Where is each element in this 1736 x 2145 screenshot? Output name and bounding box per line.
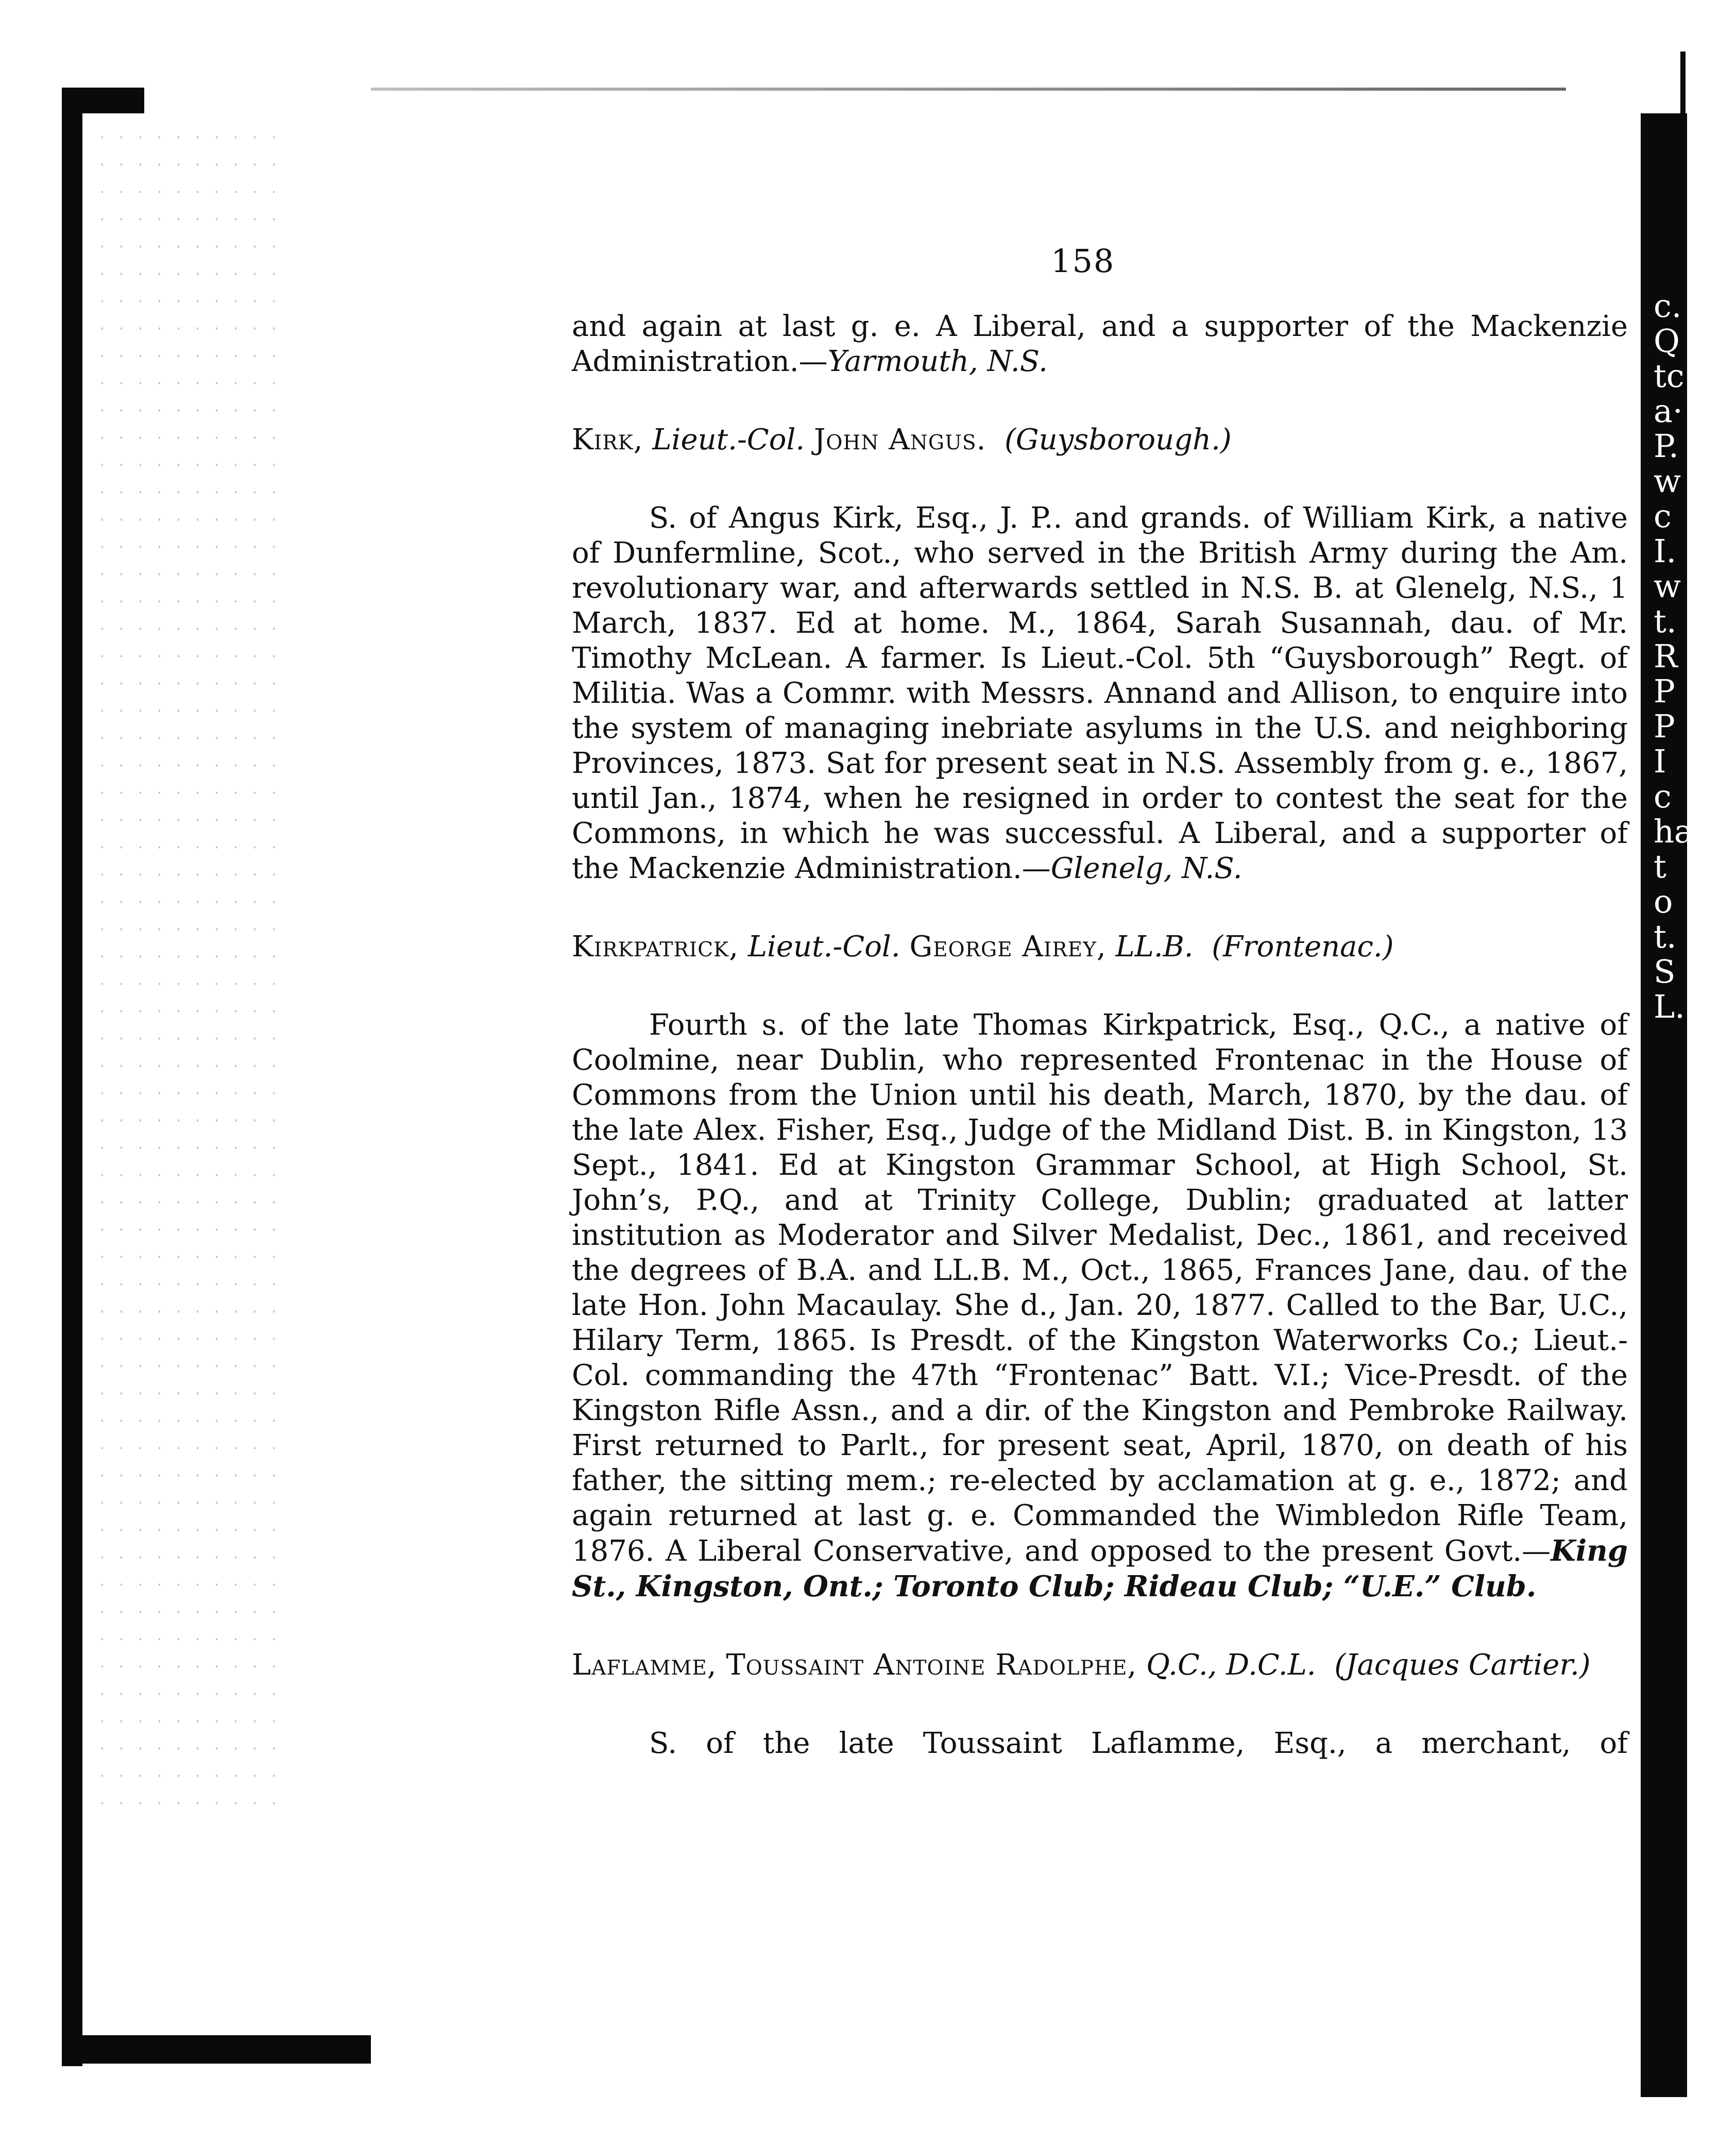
entry-surname: Laflamme, — [572, 1648, 717, 1682]
entry-constituency: (Frontenac.) — [1212, 930, 1394, 964]
entry-constituency: (Jacques Cartier.) — [1334, 1648, 1591, 1682]
scan-speckle-noise — [93, 124, 288, 1824]
margin-fragment: S — [1654, 954, 1676, 989]
margin-fragment: I — [1654, 744, 1666, 779]
entry-heading-kirk — [572, 423, 1628, 458]
entry-given-names: George Airey, — [909, 930, 1107, 964]
entry-given-names: John Angus. — [813, 423, 986, 457]
continuation-paragraph — [572, 309, 1628, 379]
entry-body-text: Fourth s. of the late Thomas Kirkpatrick, Esq., Q.C., a native of Coolmine, near Dublin, who represented Frontenac in the House of Commons from the Union until his death, March, 1870, by the dau. of the late Alex. Fisher, Esq., Judge of the Midland Dist. B. in Kingston, 13 Sept., 1841. Ed at Kingston Grammar School, at High School, St. John’s, P.Q., and at Trinity College, Dublin; graduated at latter institution as Moderator and Silver Medalist, Dec., 1861, and received the degrees of B.A. and LL.B. M., Oct., 1865, Frances Jane, dau. of the late Hon. John Macaulay. She d., Jan. 20, 1877. Called to the Bar, U.C., Hilary Term, 1865. Is Presdt. of the Kingston Waterworks Co.; Lieut.-Col. commanding the 47th “Frontenac” Batt. V.I.; Vice-Presdt. of the Kingston Rifle Assn., and a dir. of the Kingston and Pembroke Railway. First returned to Parlt., for present seat, April, 1870, on death of his father, the sitting mem.; re-elected by acclamation at g. e., 1872; and again returned at last g. e. Commanded the Wimbledon Rifle Team, 1876. A Liberal Conservative, and opposed to the present Govt.— — [572, 1008, 1628, 1568]
entry-surname: Kirkpatrick, — [572, 930, 739, 964]
margin-fragment: a· — [1654, 394, 1683, 429]
entry-given-names: Toussaint Antoine Radolphe, — [726, 1648, 1137, 1682]
entry-rank: Lieut.-Col. — [747, 930, 900, 964]
entry-rank: Lieut.-Col. — [652, 423, 805, 457]
page-body — [572, 309, 1628, 1761]
entry-surname: Kirk, — [572, 423, 643, 457]
page-number: 158 — [1051, 242, 1115, 280]
margin-fragment: w — [1654, 464, 1681, 499]
entry-body-kirkpatrick — [572, 1008, 1628, 1604]
margin-fragment: L. — [1654, 989, 1685, 1024]
margin-fragment: c — [1654, 499, 1672, 534]
margin-fragment: c — [1654, 779, 1672, 814]
margin-fragment: Q — [1654, 324, 1680, 359]
margin-fragment: o — [1654, 884, 1673, 919]
entry-heading-kirkpatrick — [572, 930, 1628, 965]
entry-heading-laflamme — [572, 1648, 1628, 1683]
entry-degree: LL.B. — [1115, 930, 1194, 964]
margin-fragment: P. — [1654, 429, 1679, 464]
margin-fragment: c. — [1654, 289, 1682, 324]
facing-page-margin-fragments — [1654, 289, 1705, 1024]
entry-body-laflamme — [572, 1726, 1628, 1761]
entry-address: Glenelg, N.S. — [1050, 852, 1243, 885]
entry-address: King St., Kingston, Ont.; Toronto Club; Rideau Club; “U.E.” Club. — [572, 1534, 1628, 1603]
margin-fragment: P — [1654, 709, 1675, 744]
scan-left-corner — [62, 88, 144, 113]
scan-bottom-border — [62, 2035, 371, 2064]
entry-degree: Q.C., D.C.L. — [1146, 1648, 1316, 1682]
facing-page-gutter-top — [1680, 52, 1686, 206]
margin-fragment: P — [1654, 674, 1675, 709]
margin-fragment: w — [1654, 569, 1681, 604]
margin-fragment: t. — [1654, 604, 1677, 639]
margin-fragment: ha — [1654, 814, 1693, 849]
entry-body-text: S. of Angus Kirk, Esq., J. P.. and grands. of William Kirk, a native of Dunfermline, Scot., who served in the British Army during the Am. revolutionary war, and afterwards settled in N.S. B. at Glenelg, N.S., 1 March, 1837. Ed at home. M., 1864, Sarah Susannah, dau. of Mr. Timothy McLean. A farmer. Is Lieut.-Col. 5th “Guysborough” Regt. of Militia. Was a Commr. with Messrs. Annand and Allison, to enquire into the system of managing inebriate asylums in the U.S. and neighboring Provinces, 1873. Sat for present seat in N.S. Assembly from g. e., 1867, until Jan., 1874, when he resigned in order to contest the seat for the Commons, in which he was successful. A Liberal, and a supporter of the Mackenzie Administration.— — [572, 501, 1628, 885]
margin-fragment: t — [1654, 849, 1666, 884]
continuation-text: and again at last g. e. A Liberal, and a supporter of the Mackenzie Administration.— — [572, 310, 1628, 378]
scan-left-border — [62, 88, 82, 2066]
margin-fragment: R — [1654, 639, 1678, 674]
margin-fragment: tc — [1654, 359, 1684, 394]
entry-body-text: S. of the late Toussaint Laflamme, Esq., a merchant, of — [649, 1727, 1628, 1760]
entry-constituency: (Guysborough.) — [1005, 423, 1232, 457]
continuation-address: Yarmouth, N.S. — [827, 345, 1048, 378]
margin-fragment: t. — [1654, 919, 1677, 954]
entry-body-kirk — [572, 501, 1628, 886]
scan-top-rule — [371, 88, 1566, 91]
margin-fragment: I. — [1654, 534, 1677, 569]
